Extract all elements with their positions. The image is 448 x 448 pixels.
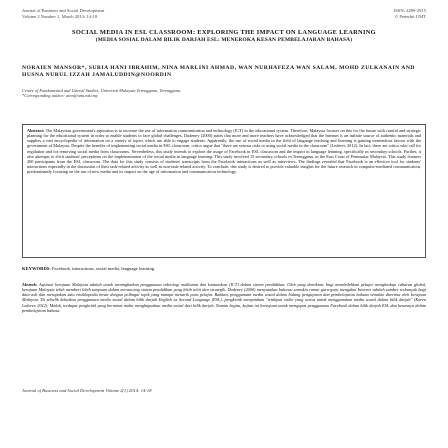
page-footer: Journal of Business and Social Development Volume 2(1) 2014: 14-18 xyxy=(22,388,152,393)
keywords-text: Facebook, interactions, social media, language learning. xyxy=(52,266,156,271)
journal-publisher: © Penerbit UMT xyxy=(394,13,426,19)
corresponding-author: *Corresponding author: aien@umt.edu.my xyxy=(22,93,98,99)
running-head-left xyxy=(22,8,104,19)
abstract-label: Abstract: xyxy=(27,128,46,133)
abstract-text: The Malaysian government's aspiration is to increase the use of information communication and technology (ICT) in the educational system. Therefore, Malaysia focuses on this for the future with careful and strategic planning for the educational system in order to enable students to face global challenges. Dudeney (2000) states that more and more teachers have acknowledged that the Internet is an infinite source of authentic materials and supplies a vast encyclopedia of information on a variety of topics which are able to engage students. Apparently, the use of social media in the field of language teaching and learning is gaining tremendous favour with the government of Malaysia. Despite the benefits of implementing social media in ESL classroom, critics argue that "there are serious risks to using social media in the classroom" (Lederer, 2012). In fact, there are critics who call for regulation and for removing social media from classrooms. Nevertheless, this study intends to explore the usage of Facebook in ESL classroom and the impact in language learning, specifically in secondary schools. Further, it also attempts to elicit students' perceptions on the implementation of the social media in language learning. This study involved 15 secondary schools in Terengganu, in the East Coast of Peninsular Malaysia. This study features 260 participants from the ESL classroom. The data for this study consists of students' transcripts from the Facebook interactions as well as interviews. The findings revealed that Facebook is an effective tool for students' interactions especially in the discussion of their task-related activity as well as non-task-related activity. To conclude, this study is desired to provide valuable insights for the future research in computer-mediated communication, predominantly focusing on the use of new media and its impact on the age of information and communication technology. xyxy=(27,128,421,175)
running-head-right xyxy=(394,8,426,19)
abstract-box xyxy=(22,124,426,258)
running-head xyxy=(22,8,426,19)
author-list: NORAIEN MANSOR*, SURIA HANI IBRAHIM, NINA MARLINI AHMAD, WAN NURHAFEZA WAN SALAM, MOHD ZULKANAIN AND HUSNA NURUL IZZAH JAMALUDDIN@NOORDIN xyxy=(22,65,415,78)
keywords-label: KEYWORDS: xyxy=(22,266,52,271)
title-block xyxy=(70,29,378,43)
journal-issn: ISSN: 2289-2915 xyxy=(393,8,426,13)
abstrak-malay xyxy=(22,282,426,378)
affiliation-block xyxy=(22,88,426,99)
journal-volume: Volume 2 Number 1, March 2014: 14-18 xyxy=(22,13,98,19)
abstrak-text: Aspirasi kerajaan Malaysia adalah untuk meningkatkan penggunaan teknologi maklumat dan komunikasi (ICT) dalam sistem pendidikan. Oleh yang demikian, bagi membolehkan pelajar menghadapi cabaran global, kerajaan Malaysia telah memberi lebih tumpuan dalam merancang sistem pendidikan yang lebih teliti dan strategik. Dudeney (2000) menyatakan bahawa semakin ramai guru-guru mengakui Internet adalah sumber terbanyak bagi data asli dan merupakan satu ensiklopedia besar dengan pelbagai topik yang mampu menarik para pelajar. Bahkan, penggunaan media sosial dalam bidang pengajaran dan pembelajaran bahasa semakin diterima oleh kerajaan Malaysia. Di sebalik kebaikan penggunaan media sosial dalam bilik darjah English as Second Language (ESL), pengkritik menyatakan "terdapat risiko yang serius untuk menggunakan media sosial dalam bilik darjah" (Karen Lederer, 2012). Malah, terdapat pengkritik yang berminat mahu menghapuskan media sosial dari bilik darjah. Namun begitu, kajian ini bertujuan untuk mengupas penggunaan Facebook dalam bilik darjah ESL dan kesannya dalam pembelajaran bahasa. xyxy=(22,282,426,313)
journal-name: Journal of Business and Social Development xyxy=(22,8,105,13)
abstrak-label: Abstrak: xyxy=(22,282,39,287)
affiliation: Centre of Fundamental and Liberal Studies, Universiti Malaysia Terengganu, Terengganu. xyxy=(22,88,182,93)
keywords xyxy=(22,266,426,272)
paper-title: SOCIAL MEDIA IN ESL CLASSROOM: EXPLORING THE IMPACT ON LANGUAGE LEARNING xyxy=(72,29,376,36)
paper-title-malay: (MEDIA SOSIAL DALAM BILIK DARJAH ESL: MENEROKA KESAN PEMBELAJARAN BAHASA) xyxy=(95,37,353,43)
